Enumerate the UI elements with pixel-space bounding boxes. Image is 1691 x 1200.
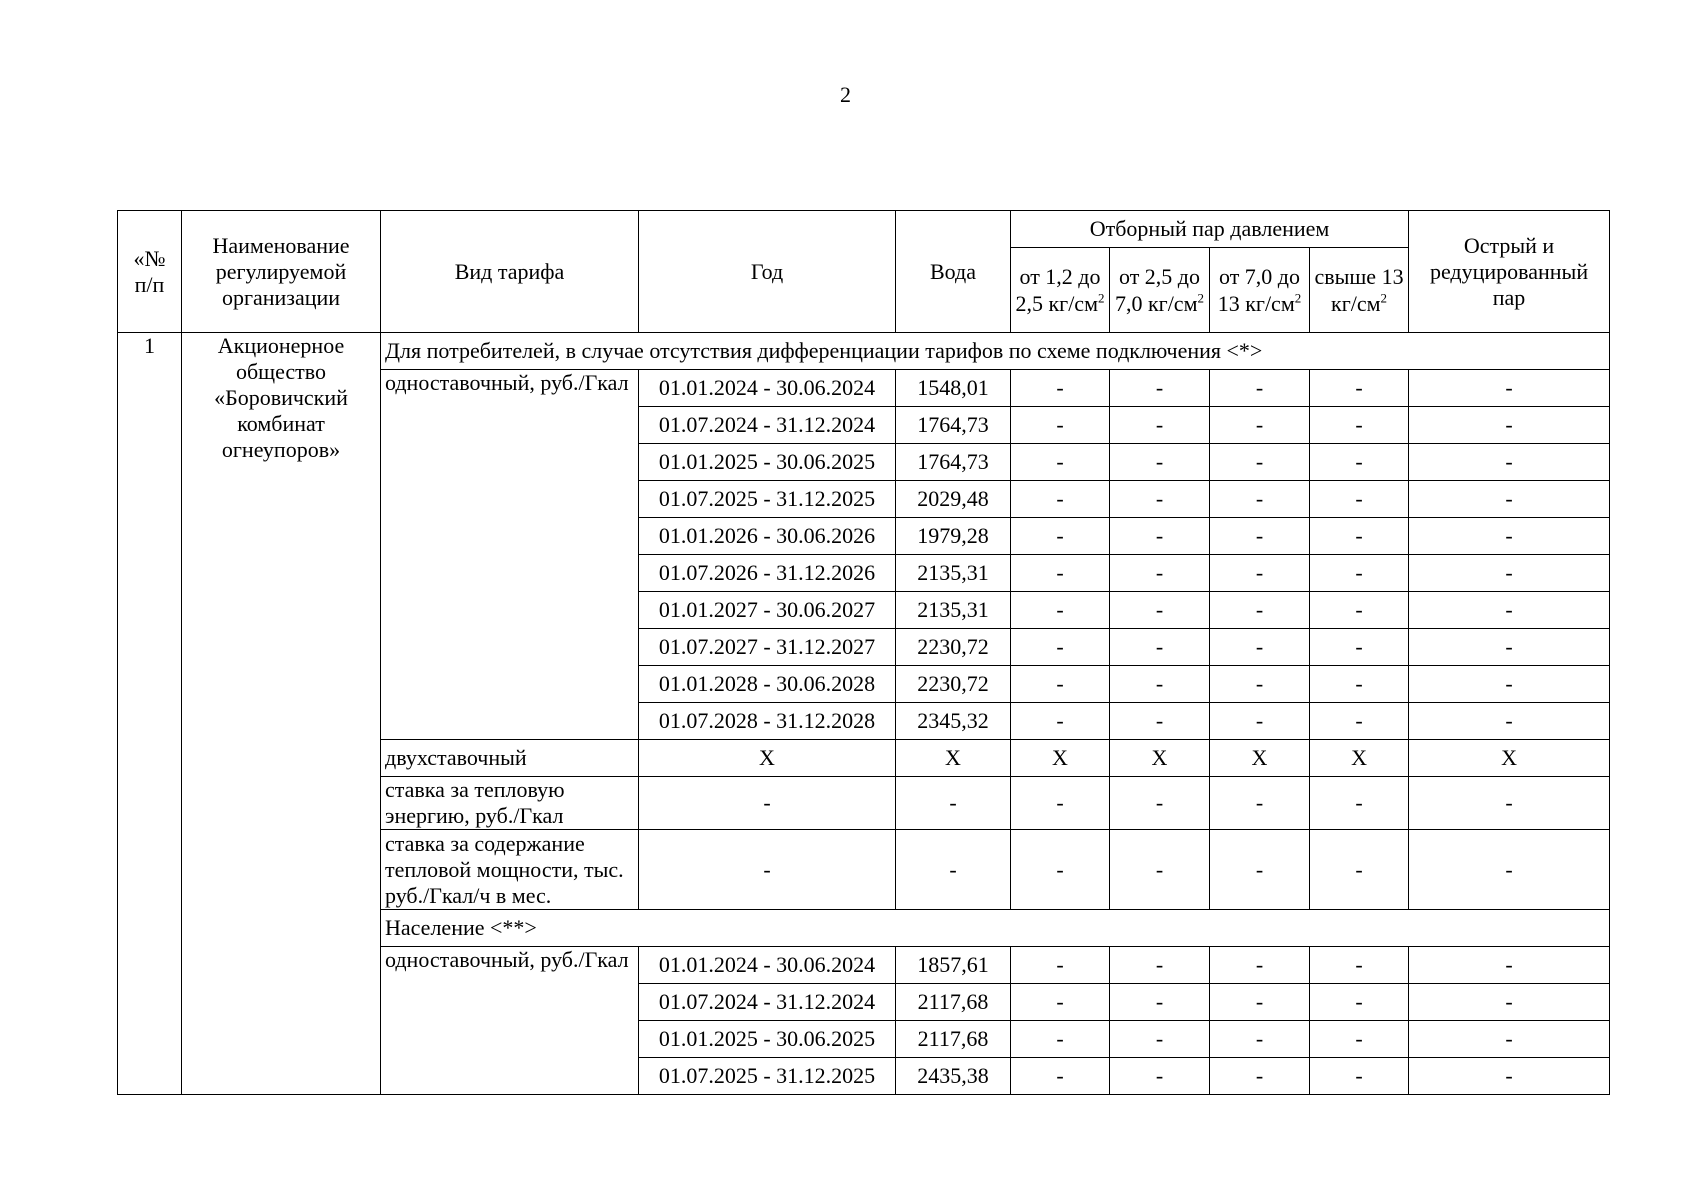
- water-tariff-cell: 2117,68: [896, 1021, 1011, 1058]
- col-header-water: Вода: [896, 211, 1011, 333]
- dash-cell: -: [1310, 444, 1409, 481]
- dash-cell: -: [1409, 555, 1610, 592]
- dash-cell: -: [1011, 1021, 1110, 1058]
- dash-cell: -: [1110, 830, 1210, 910]
- dash-cell: -: [1011, 703, 1110, 740]
- dash-cell: -: [1011, 555, 1110, 592]
- period-cell: 01.01.2025 - 30.06.2025: [639, 444, 896, 481]
- dash-cell: -: [1011, 629, 1110, 666]
- col-header-steam-group: Отборный пар давлением: [1011, 211, 1409, 248]
- dash-cell: -: [1409, 1058, 1610, 1095]
- dash-cell: -: [1011, 481, 1110, 518]
- dash-cell: -: [1409, 481, 1610, 518]
- period-cell: 01.01.2027 - 30.06.2027: [639, 592, 896, 629]
- x-mark-cell: X: [639, 740, 896, 777]
- dash-cell: -: [1310, 407, 1409, 444]
- dash-cell: -: [1011, 370, 1110, 407]
- dash-cell: -: [1011, 777, 1110, 830]
- water-tariff-cell: 2230,72: [896, 629, 1011, 666]
- dash-cell: -: [1310, 1058, 1409, 1095]
- dash-cell: -: [1210, 777, 1310, 830]
- dash-cell: -: [1210, 830, 1310, 910]
- dash-cell: -: [1011, 444, 1110, 481]
- dash-cell: -: [1011, 518, 1110, 555]
- dash-cell: -: [1011, 407, 1110, 444]
- x-mark-cell: X: [1110, 740, 1210, 777]
- dash-cell: -: [1409, 1021, 1610, 1058]
- dash-cell: -: [1011, 830, 1110, 910]
- dash-cell: -: [1409, 592, 1610, 629]
- dash-cell: -: [1011, 1058, 1110, 1095]
- col-header-sharp-steam: Острый и редуцированный пар: [1409, 211, 1610, 333]
- col-header-org: Наименование регулируемой организации: [182, 211, 381, 333]
- dash-cell: -: [1409, 947, 1610, 984]
- dash-cell: -: [1310, 703, 1409, 740]
- dash-cell: -: [1110, 1021, 1210, 1058]
- dash-cell: -: [1210, 555, 1310, 592]
- population-single-rate-label: одноставочный, руб./Гкал: [381, 947, 639, 1095]
- dash-cell: -: [1310, 592, 1409, 629]
- period-cell: 01.07.2024 - 31.12.2024: [639, 984, 896, 1021]
- dash-cell: -: [1409, 629, 1610, 666]
- period-cell: 01.07.2027 - 31.12.2027: [639, 629, 896, 666]
- row-number: 1: [118, 333, 182, 1095]
- water-tariff-cell: 1764,73: [896, 407, 1011, 444]
- dash-cell: -: [1210, 407, 1310, 444]
- section-title-consumers: Для потребителей, в случае отсутствия дифференциации тарифов по схеме подключения <*>: [381, 333, 1610, 370]
- dash-cell: -: [1409, 777, 1610, 830]
- dash-cell: -: [1310, 518, 1409, 555]
- period-cell: 01.01.2025 - 30.06.2025: [639, 1021, 896, 1058]
- col-header-year: Год: [639, 211, 896, 333]
- organization-name: Акционерное общество «Боровичский комбинат огнеупоров»: [182, 333, 381, 1095]
- period-cell: 01.07.2025 - 31.12.2025: [639, 481, 896, 518]
- water-tariff-cell: 2345,32: [896, 703, 1011, 740]
- period-cell: 01.01.2024 - 30.06.2024: [639, 947, 896, 984]
- water-tariff-cell: 2029,48: [896, 481, 1011, 518]
- dash-cell: -: [639, 830, 896, 910]
- dash-cell: -: [1210, 1021, 1310, 1058]
- col-header-pressure-2: от 2,5 до 7,0 $кг/см^2$: [1110, 248, 1210, 333]
- dash-cell: -: [1210, 666, 1310, 703]
- dash-cell: -: [1310, 947, 1409, 984]
- dash-cell: -: [1110, 703, 1210, 740]
- dash-cell: -: [1110, 947, 1210, 984]
- col-header-pressure-4: свыше 13 $кг/см^2$: [1310, 248, 1409, 333]
- dash-cell: -: [1310, 555, 1409, 592]
- x-mark-cell: X: [1310, 740, 1409, 777]
- water-tariff-cell: 1548,01: [896, 370, 1011, 407]
- dash-cell: -: [1110, 555, 1210, 592]
- dash-cell: -: [1210, 592, 1310, 629]
- period-cell: 01.01.2026 - 30.06.2026: [639, 518, 896, 555]
- dash-cell: -: [896, 830, 1011, 910]
- period-cell: 01.07.2028 - 31.12.2028: [639, 703, 896, 740]
- water-tariff-cell: 2135,31: [896, 555, 1011, 592]
- dash-cell: -: [1409, 984, 1610, 1021]
- section-title-population: Население <**>: [381, 910, 1610, 947]
- x-mark-cell: X: [896, 740, 1011, 777]
- dash-cell: -: [1310, 830, 1409, 910]
- dash-cell: -: [1011, 947, 1110, 984]
- tariff-table: [117, 210, 1610, 1095]
- dash-cell: -: [1210, 629, 1310, 666]
- dash-cell: -: [1310, 629, 1409, 666]
- capacity-rate-label: ставка за содержание тепловой мощности, тыс. руб./Гкал/ч в мес.: [381, 830, 639, 910]
- dash-cell: -: [1409, 370, 1610, 407]
- dash-cell: -: [1210, 518, 1310, 555]
- dash-cell: -: [1210, 703, 1310, 740]
- dash-cell: -: [1310, 777, 1409, 830]
- dash-cell: -: [1310, 1021, 1409, 1058]
- dash-cell: -: [1110, 370, 1210, 407]
- dash-cell: -: [1210, 984, 1310, 1021]
- col-header-pressure-1: от 1,2 до 2,5 $кг/см^2$: [1011, 248, 1110, 333]
- water-tariff-cell: 2135,31: [896, 592, 1011, 629]
- dash-cell: -: [1210, 481, 1310, 518]
- x-mark-cell: X: [1210, 740, 1310, 777]
- dash-cell: -: [1011, 592, 1110, 629]
- dash-cell: -: [639, 777, 896, 830]
- dash-cell: -: [1210, 444, 1310, 481]
- dash-cell: -: [1310, 984, 1409, 1021]
- dash-cell: -: [1210, 1058, 1310, 1095]
- energy-rate-label: ставка за тепловую энергию, руб./Гкал: [381, 777, 639, 830]
- water-tariff-cell: 1764,73: [896, 444, 1011, 481]
- dash-cell: -: [1409, 830, 1610, 910]
- dash-cell: -: [1409, 407, 1610, 444]
- dash-cell: -: [1110, 1058, 1210, 1095]
- page-number: 2: [840, 82, 851, 107]
- consumers-single-rate-label: одноставочный, руб./Гкал: [381, 370, 639, 740]
- x-mark-cell: X: [1011, 740, 1110, 777]
- dash-cell: -: [1110, 592, 1210, 629]
- water-tariff-cell: 2230,72: [896, 666, 1011, 703]
- dash-cell: -: [1110, 984, 1210, 1021]
- dash-cell: -: [1409, 703, 1610, 740]
- dash-cell: -: [1110, 518, 1210, 555]
- dash-cell: -: [1011, 984, 1110, 1021]
- dash-cell: -: [1310, 666, 1409, 703]
- col-header-num: «№ п/п: [118, 211, 182, 333]
- dash-cell: -: [896, 777, 1011, 830]
- dash-cell: -: [1110, 444, 1210, 481]
- dash-cell: -: [1110, 407, 1210, 444]
- water-tariff-cell: 2435,38: [896, 1058, 1011, 1095]
- dash-cell: -: [1110, 777, 1210, 830]
- dash-cell: -: [1310, 370, 1409, 407]
- dash-cell: -: [1110, 629, 1210, 666]
- dash-cell: -: [1210, 947, 1310, 984]
- period-cell: 01.01.2028 - 30.06.2028: [639, 666, 896, 703]
- water-tariff-cell: 1979,28: [896, 518, 1011, 555]
- dash-cell: -: [1011, 666, 1110, 703]
- dash-cell: -: [1409, 444, 1610, 481]
- col-header-pressure-3: от 7,0 до 13 $кг/см^2$: [1210, 248, 1310, 333]
- period-cell: 01.07.2025 - 31.12.2025: [639, 1058, 896, 1095]
- dash-cell: -: [1110, 481, 1210, 518]
- dash-cell: -: [1110, 666, 1210, 703]
- dash-cell: -: [1409, 666, 1610, 703]
- period-cell: 01.07.2026 - 31.12.2026: [639, 555, 896, 592]
- period-cell: 01.07.2024 - 31.12.2024: [639, 407, 896, 444]
- water-tariff-cell: 2117,68: [896, 984, 1011, 1021]
- x-mark-cell: X: [1409, 740, 1610, 777]
- dash-cell: -: [1210, 370, 1310, 407]
- period-cell: 01.01.2024 - 30.06.2024: [639, 370, 896, 407]
- dash-cell: -: [1310, 481, 1409, 518]
- two-rate-label: двухставочный: [381, 740, 639, 777]
- col-header-tariff: Вид тарифа: [381, 211, 639, 333]
- water-tariff-cell: 1857,61: [896, 947, 1011, 984]
- dash-cell: -: [1409, 518, 1610, 555]
